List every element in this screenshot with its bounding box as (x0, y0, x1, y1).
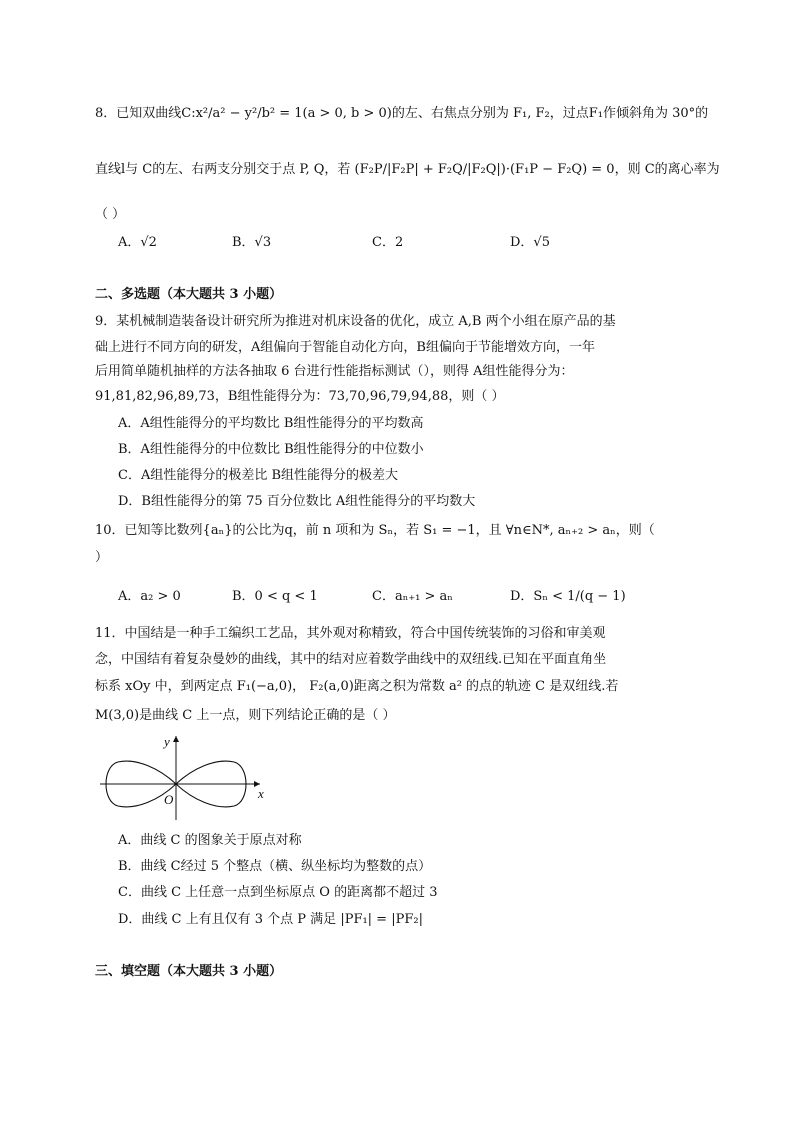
q11-line3: 标系 xOy 中，到两定点 F₁(−a,0)， F₂(a,0)距离之积为常数 a² 的点的轨迹 C 是双纽线.若 (95, 679, 619, 694)
x-axis-label: x (258, 786, 264, 801)
q8-line3: （ ） (95, 207, 126, 222)
q9-option-a: A．A组性能得分的平均数比 B组性能得分的平均数高 (118, 416, 424, 431)
q11-option-b: B．曲线 C经过 5 个整点（横、纵坐标均为整数的点） (118, 859, 432, 874)
q8-option-c: C．2 (372, 235, 404, 250)
q11-line4: M(3,0)是曲线 C 上一点，则下列结论正确的是（ ） (95, 708, 396, 723)
q10-option-a: A．a₂ > 0 (118, 589, 181, 604)
section-heading-fill-in: 三、填空题（本大题共 3 小题） (95, 964, 283, 979)
q10-option-c: C．aₙ₊₁ > aₙ (372, 589, 453, 604)
q9-line4: 91,81,82,96,89,73，B组性能得分为：73,70,96,79,94,88，则（ ） (95, 389, 505, 404)
q9-line3: 后用简单随机抽样的方法各抽取 6 台进行性能指标测试（），则得 A组性能得分为： (95, 364, 574, 379)
section-heading-multiple-choice: 二、多选题（本大题共 3 小题） (95, 287, 283, 302)
q10-option-b: B．0 < q < 1 (232, 589, 318, 604)
q11-option-c: C．曲线 C 上任意一点到坐标原点 O 的距离都不超过 3 (118, 885, 438, 900)
q8-line1: 8．已知双曲线C:x²/a² − y²/b² = 1(a > 0, b > 0)的左、右焦点分别为 F₁, F₂，过点F₁作倾斜角为 30°的 (95, 106, 709, 121)
q11-option-d: D．曲线 C 上有且仅有 3 个点 P 满足 |PF₁| = |PF₂| (118, 912, 423, 927)
q11-line1: 11．中国结是一种手工编织工艺品，其外观对称精致，符合中国传统装饰的习俗和审美观 (95, 626, 606, 641)
q10-option-d: D．Sₙ < 1/(q − 1) (510, 589, 626, 604)
q8-option-b: B．√3 (232, 235, 272, 250)
q9-option-c: C．A组性能得分的极差比 B组性能得分的极差大 (118, 468, 399, 483)
lemniscate-figure (98, 730, 278, 822)
q9-option-d: D．B组性能得分的第 75 百分位数比 A组性能得分的平均数大 (118, 494, 476, 509)
q11-option-a: A．曲线 C 的图象关于原点对称 (118, 833, 302, 848)
q8-line2: 直线l与 C的左、右两支分别交于点 P, Q，若 (F₂P/|F₂P| + F₂Q/|F₂Q|)·(F₁P − F₂Q) = 0，则 C的离心率为 (95, 162, 720, 177)
q9-line1: 9．某机械制造装备设计研究所为推进对机床设备的优化，成立 A,B 两个小组在原产品的基 (95, 314, 616, 329)
q11-line2: 念，中国结有着复杂曼妙的曲线，其中的结对应着数学曲线中的双纽线.已知在平面直角坐 (95, 652, 607, 667)
q8-option-a: A．√2 (118, 235, 157, 250)
q10-line2: ） (95, 550, 109, 565)
q10-line1: 10．已知等比数列{aₙ}的公比为q，前 n 项和为 Sₙ，若 S₁ = −1，且 ∀n∈N*, aₙ₊₂ > aₙ，则（ (95, 523, 655, 538)
y-axis-label: y (164, 734, 170, 749)
q9-option-b: B．A组性能得分的中位数比 B组性能得分的中位数小 (118, 442, 424, 457)
origin-label: O (164, 792, 174, 807)
q9-line2: 础上进行不同方向的研发，A组偏向于智能自动化方向，B组偏向于节能增效方向，一年 (95, 340, 595, 355)
q8-option-d: D．√5 (510, 235, 550, 250)
